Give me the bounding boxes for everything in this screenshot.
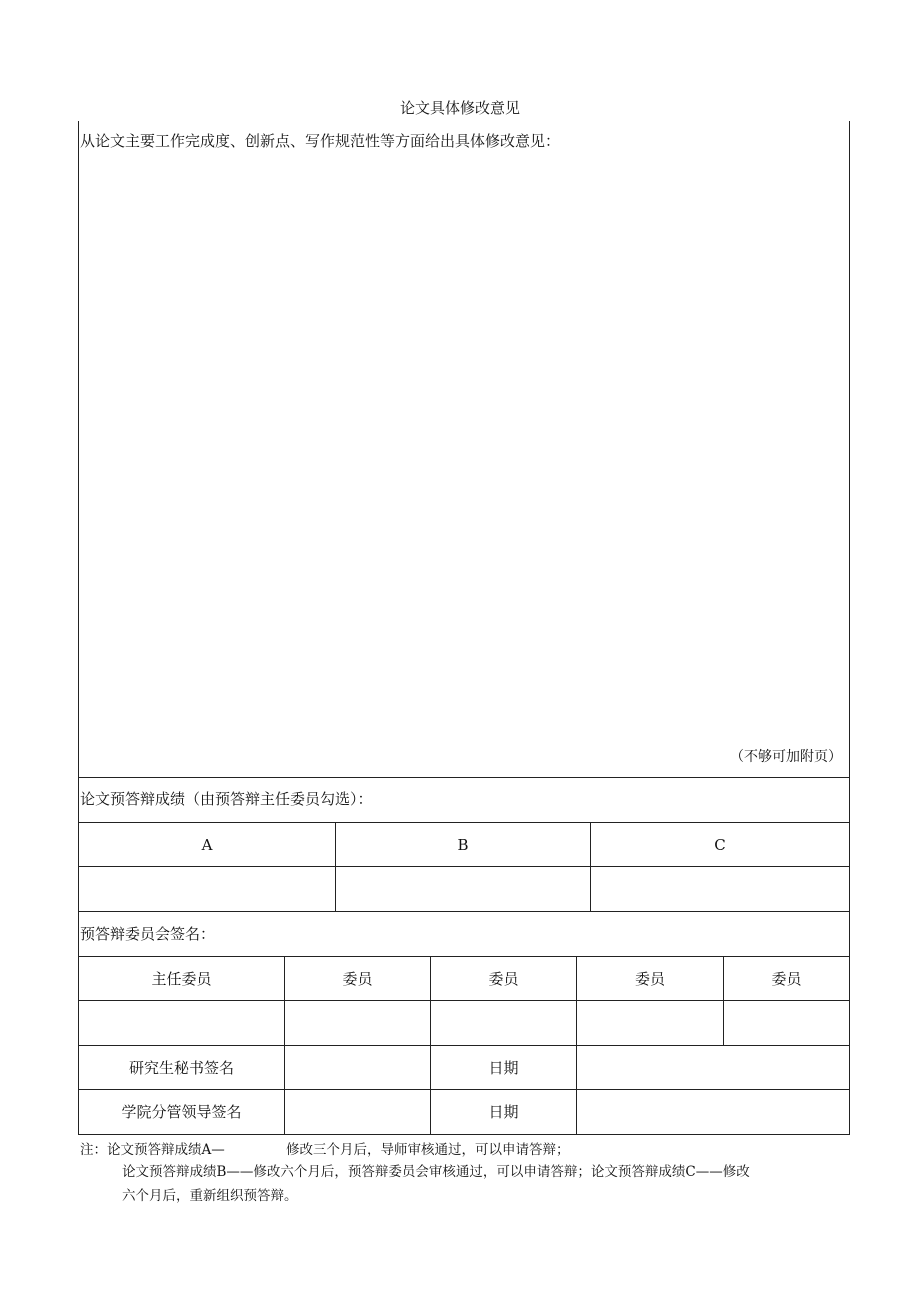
grade-option-b: B: [457, 835, 469, 854]
role-member-2: 委员: [488, 969, 519, 988]
grade-check-a[interactable]: [79, 867, 335, 911]
rule: [78, 1134, 850, 1135]
extra-pages-note: （不够可加附页）: [730, 749, 842, 765]
leader-signature-field[interactable]: [285, 1090, 430, 1134]
note-line-1b: 修改三个月后，导师审核通过，可以申请答辩；: [286, 1142, 570, 1158]
note-line-1a: 注：论文预答辩成绩A—: [80, 1142, 225, 1158]
leader-signature-label: 学院分管领导签名: [121, 1103, 242, 1121]
signature-member-1[interactable]: [285, 1001, 430, 1045]
right-border: [849, 121, 850, 1135]
note-line-2: 论文预答辩成绩B——修改六个月后，预答辩委员会审核通过，可以申请答辩；论文预答辩成绩C——修改: [122, 1164, 750, 1180]
leader-date-field[interactable]: [577, 1090, 849, 1134]
leader-date-label: 日期: [488, 1103, 519, 1121]
rule: [78, 911, 850, 912]
role-member-1: 委员: [342, 969, 373, 988]
signature-member-4[interactable]: [724, 1001, 849, 1045]
secretary-date-label: 日期: [488, 1058, 519, 1077]
role-chair: 主任委员: [151, 969, 212, 988]
grade-option-c: C: [714, 835, 726, 854]
note-line-3: 六个月后，重新组织预答辩。: [122, 1188, 298, 1204]
revision-form: [78, 121, 850, 1135]
secretary-signature-label: 研究生秘书签名: [128, 1058, 234, 1077]
signature-chair[interactable]: [79, 1001, 284, 1045]
role-member-4: 委员: [771, 969, 802, 988]
grade-option-a: A: [201, 835, 213, 854]
committee-label: 预答辩委员会签名：: [80, 925, 216, 943]
signature-member-2[interactable]: [431, 1001, 576, 1045]
signature-member-3[interactable]: [577, 1001, 723, 1045]
secretary-date-field[interactable]: [577, 1046, 849, 1089]
role-member-3: 委员: [634, 969, 665, 988]
grade-check-c[interactable]: [591, 867, 849, 911]
rule: [78, 777, 850, 778]
comments-area[interactable]: [79, 155, 849, 775]
secretary-signature-field[interactable]: [285, 1046, 430, 1089]
grade-label: 论文预答辩成绩（由预答辩主任委员勾选）：: [80, 790, 373, 808]
grade-check-b[interactable]: [336, 867, 590, 911]
page-title: 论文具体修改意见: [399, 99, 520, 117]
comments-prompt: 从论文主要工作完成度、创新点、写作规范性等方面给出具体修改意见：: [80, 132, 561, 150]
